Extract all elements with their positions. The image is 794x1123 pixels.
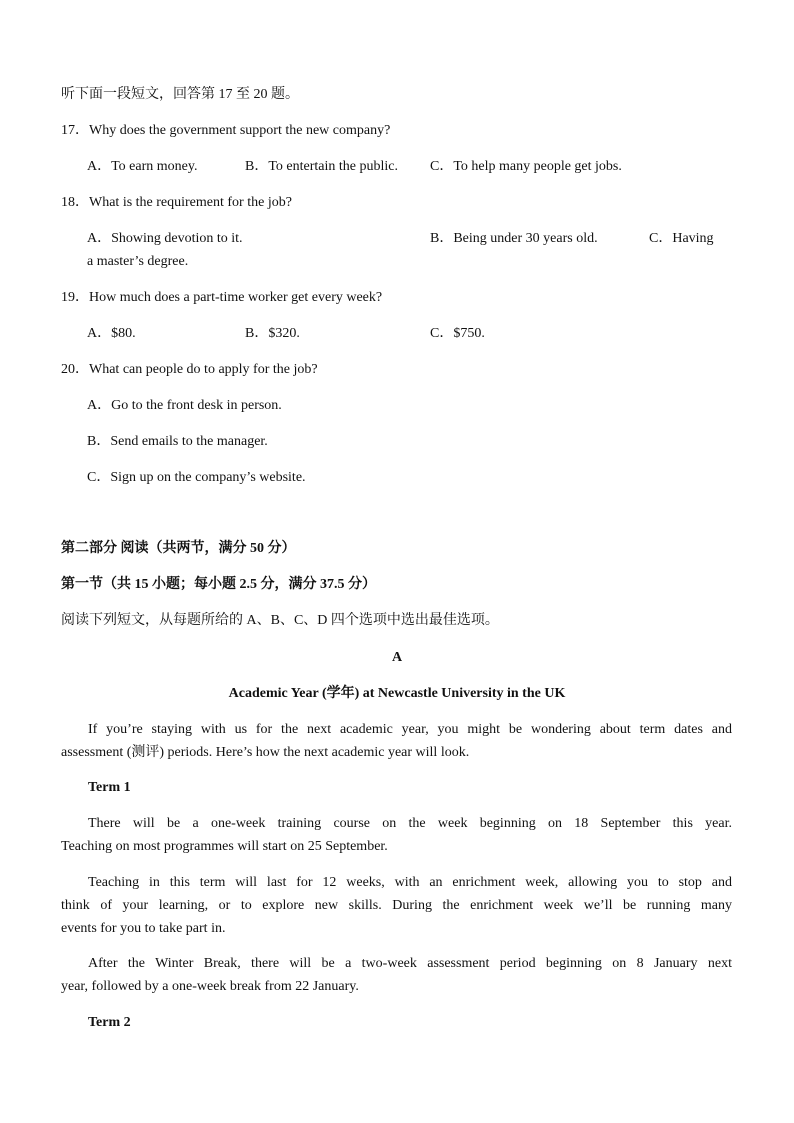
paragraph-line: Teaching in this term will last for 12 weeks, with an enrichment week, allowing you to stop and [88,875,732,890]
part-2-title: 第二部分 阅读（共两节，满分 50 分） [61,541,296,556]
passage-paragraph-4 [61,952,732,998]
question-17-option-b: B．To entertain the public. [245,159,398,174]
passage-title: Academic Year (学年) at Newcastle University in the UK [228,686,566,701]
question-18-option-b: B．Being under 30 years old. [430,231,598,246]
question-19-option-a: A．$80. [87,326,136,341]
question-17-stem: 17．Why does the government support the new company? [61,123,391,138]
question-18-option-a: A．Showing devotion to it. [87,231,243,246]
question-18-option-c-continued: a master’s degree. [87,254,189,269]
section-1-title: 第一节（共 15 小题；每小题 2.5 分，满分 37.5 分） [61,577,376,592]
question-20-option-b: B．Send emails to the manager. [87,434,268,449]
question-19-option-b: B．$320. [245,326,300,341]
question-17-option-c: C．To help many people get jobs. [430,159,622,174]
paragraph-line: events for you to take part in. [61,921,226,936]
paragraph-line: assessment (测评) periods. Here’s how the next academic year will look. [61,745,470,760]
question-19-stem: 19．How much does a part-time worker get every week? [61,290,383,305]
passage-paragraph-2 [61,812,732,858]
reading-instruction: 阅读下列短文，从每题所给的 A、B、C、D 四个选项中选出最佳选项。 [61,613,499,628]
term-2-heading: Term 2 [88,1015,131,1030]
passage-paragraph-3 [61,871,732,940]
term-1-heading: Term 1 [88,780,131,795]
paragraph-line: If you’re staying with us for the next academic year, you might be wondering about term dates and [88,722,732,737]
question-19-option-c: C．$750. [430,326,485,341]
paragraph-line: year, followed by a one-week break from 22 January. [61,979,359,994]
passage-paragraph-1 [61,718,732,764]
passage-label: A [391,650,403,665]
question-20-stem: 20．What can people do to apply for the job? [61,362,318,377]
question-18-stem: 18．What is the requirement for the job? [61,195,292,210]
paragraph-line: There will be a one-week training course on the week beginning on 18 September this year. [88,816,732,831]
listening-intro: 听下面一段短文，回答第 17 至 20 题。 [61,87,299,102]
question-20-option-c: C．Sign up on the company’s website. [87,470,306,485]
question-17-option-a: A．To earn money. [87,159,198,174]
question-18-option-c: C．Having [649,231,714,246]
question-20-option-a: A．Go to the front desk in person. [87,398,282,413]
paragraph-line: After the Winter Break, there will be a two-week assessment period beginning on 8 January next [88,956,732,971]
paragraph-line: Teaching on most programmes will start on 25 September. [61,839,388,854]
paragraph-line: think of your learning, or to explore new skills. During the enrichment week we’ll be running many [61,898,732,913]
